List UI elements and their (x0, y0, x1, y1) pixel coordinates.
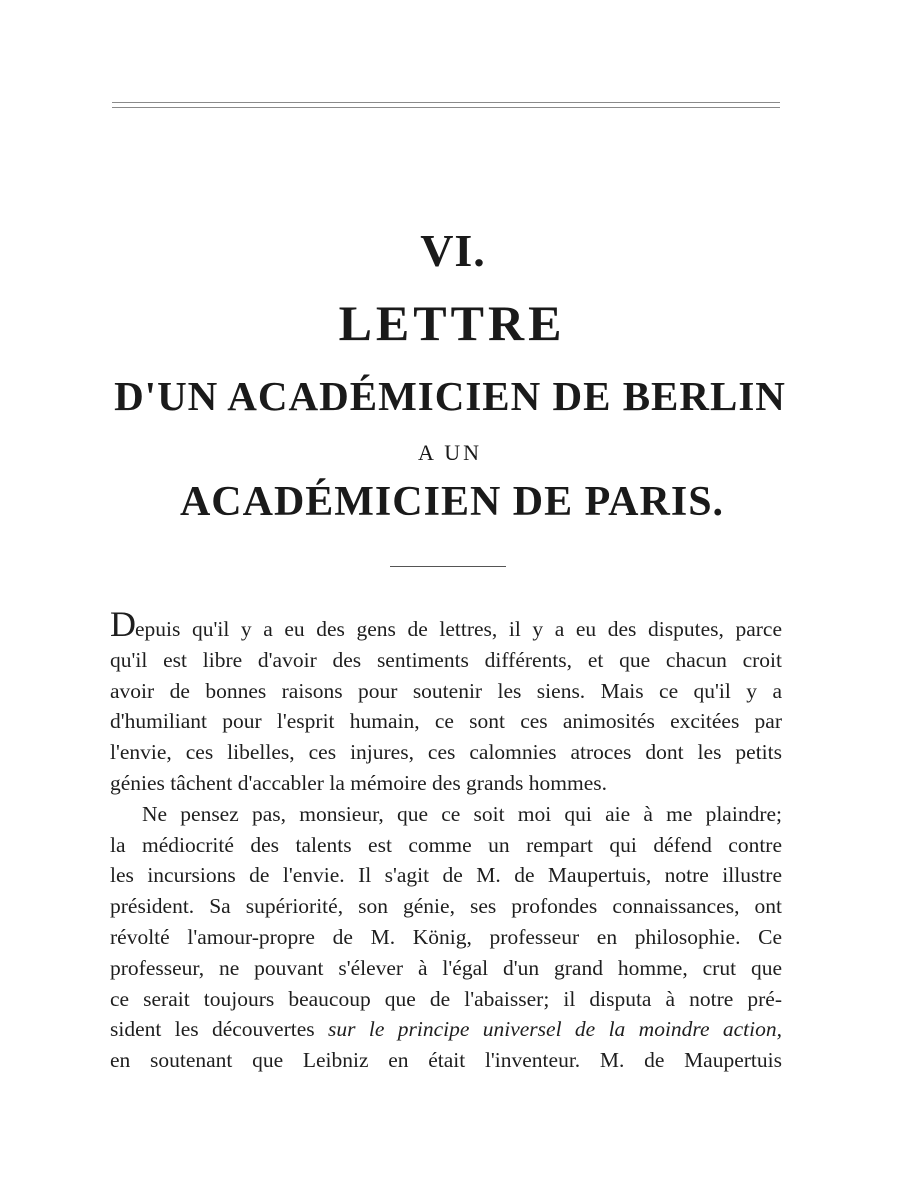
title-conjunction: A UN (418, 440, 482, 465)
text-line: avoir de bonnes raisons pour soutenir les siens. Mais ce qu'il y a (110, 678, 782, 703)
letter-body (110, 604, 783, 1076)
text-line: révolté l'amour-propre de M. König, professeur en philosophie. Ce (110, 924, 782, 949)
text-line: Depuis qu'il y a eu des gens de lettres, il y a eu des disputes, parce (110, 604, 782, 644)
text-line: la médiocrité des talents est comme un rempart qui défend contre (110, 832, 782, 857)
title-from-line: D'UN ACADÉMICIEN DE BERLIN (114, 373, 786, 419)
chapter-numeral: VI. (420, 225, 486, 276)
text-line: génies tâchent d'accabler la mémoire des grands hommes. (110, 770, 607, 795)
text-line-mixed (110, 1014, 782, 1045)
top-double-rule-upper (112, 102, 780, 103)
title-to-line: ACADÉMICIEN DE PARIS. (179, 479, 725, 525)
text-segment: sident les découvertes (110, 1017, 315, 1042)
text-line: l'envie, ces libelles, ces injures, ces calomnies atroces dont les petits (110, 740, 782, 765)
text-line: d'humiliant pour l'esprit humain, ce sont ces animosités excitées par (110, 709, 782, 734)
chapter-title: LETTRE (338, 295, 566, 351)
paragraph-1 (110, 604, 782, 799)
text-line: en soutenant que Leibniz en était l'inventeur. M. de Maupertuis (110, 1048, 782, 1073)
drop-cap: D (110, 604, 135, 644)
text-line: professeur, ne pouvant s'élever à l'égal d'un grand homme, crut que (110, 955, 782, 980)
italic-phrase: sur le principe universel de la moindre action, (328, 1017, 783, 1042)
text-line: qu'il est libre d'avoir des sentiments différents, et que chacun croit (110, 647, 782, 672)
text-line: Ne pensez pas, monsieur, que ce soit moi qui aie à me plaindre; (142, 801, 782, 826)
text-line: ce serait toujours beaucoup que de l'abaisser; il disputa à notre pré- (110, 986, 782, 1011)
separator-rule (390, 566, 506, 567)
text-line: président. Sa supériorité, son génie, ses profondes connaissances, ont (110, 894, 782, 919)
paragraph-2 (110, 799, 782, 1076)
text-line: les incursions de l'envie. Il s'agit de M. de Maupertuis, notre illustre (110, 863, 782, 888)
top-double-rule-lower (112, 107, 780, 108)
